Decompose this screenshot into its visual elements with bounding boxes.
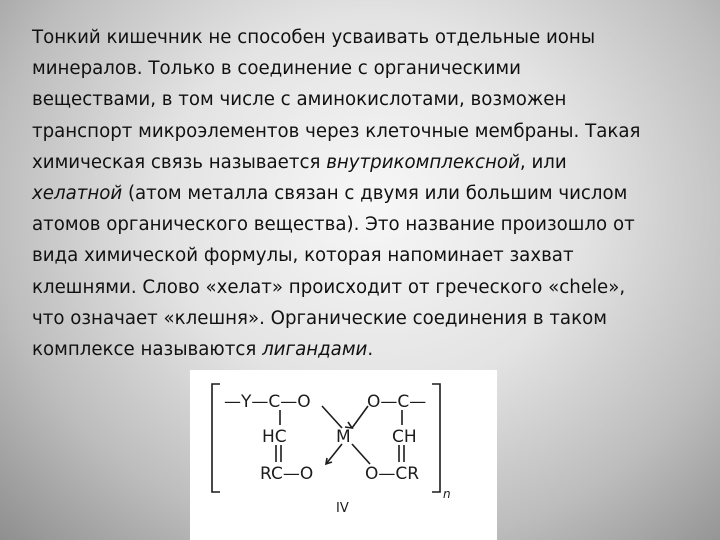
paragraph-line bbox=[32, 84, 712, 115]
text-segment: атомов органического вещества). Это название произошло от bbox=[32, 214, 635, 236]
formula-subscript-n: n bbox=[443, 487, 451, 501]
paragraph-line bbox=[32, 147, 712, 178]
bond-o-m-top-right bbox=[352, 406, 368, 428]
formula-o-c: O—C— bbox=[367, 392, 427, 412]
paragraph-line bbox=[32, 303, 712, 334]
formula-ch: CH bbox=[392, 427, 417, 447]
bond-m-o-bottom-left bbox=[326, 444, 342, 464]
text-segment: комплексе называются bbox=[32, 339, 263, 361]
text-segment: , или bbox=[519, 151, 567, 173]
text-segment: Тонкий кишечник не способен усваивать отдельные ионы bbox=[32, 27, 596, 48]
text-segment: (атом металла связан с двумя или большим числом bbox=[122, 183, 628, 205]
text-segment: клешнями. Слово «хелат» происходит от греческого «chele», bbox=[32, 276, 626, 298]
text-segment: химическая связь называется bbox=[32, 151, 327, 173]
chelate-structure-diagram bbox=[190, 370, 497, 540]
text-segment: транспорт микроэлементов через клеточные мембраны. Такая bbox=[32, 120, 641, 142]
paragraph-line bbox=[32, 116, 712, 147]
left-bracket bbox=[212, 384, 220, 492]
paragraph-line bbox=[32, 334, 712, 365]
paragraph-line bbox=[32, 53, 712, 84]
formula-rc-o: RC—O bbox=[260, 464, 314, 484]
text-segment: вида химической формулы, которая напоминает захват bbox=[32, 245, 574, 267]
bond-o-m-top-left bbox=[322, 406, 342, 428]
paragraph-line bbox=[32, 240, 712, 271]
slide-paragraph bbox=[32, 22, 712, 365]
formula-y-c-o: —Y—C—O bbox=[224, 392, 311, 412]
text-segment: минералов. Только в соединение с органическими bbox=[32, 58, 521, 80]
formula-label-iv: IV bbox=[336, 501, 349, 516]
text-segment: веществами, в том числе с аминокислотами, возможен bbox=[32, 89, 567, 111]
italic-term: внутрикомплексной bbox=[326, 151, 520, 173]
formula-o-cr: O—CR bbox=[365, 464, 420, 484]
formula-metal-m: M bbox=[336, 427, 351, 447]
paragraph-line bbox=[32, 22, 712, 53]
paragraph-line bbox=[32, 178, 712, 209]
bond-m-o-bottom-right bbox=[352, 444, 370, 464]
paragraph-line bbox=[32, 272, 712, 303]
chelate-formula-image bbox=[190, 370, 497, 540]
italic-term: хелатной bbox=[32, 183, 123, 205]
text-segment: что означает «клешня». Органические соединения в таком bbox=[32, 307, 607, 329]
right-bracket bbox=[432, 384, 440, 492]
formula-hc: HC bbox=[262, 427, 287, 447]
paragraph-line bbox=[32, 209, 712, 240]
text-segment: . bbox=[367, 339, 374, 361]
italic-term: лигандами bbox=[262, 339, 368, 361]
